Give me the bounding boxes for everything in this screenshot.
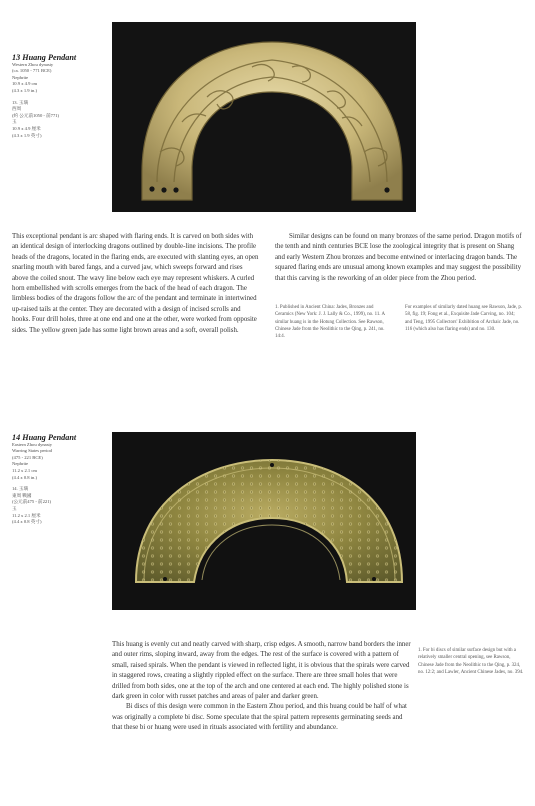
item1-zh-dynasty: 西周 xyxy=(12,106,22,112)
item2-dates: (475 - 221 BCE) xyxy=(12,454,43,460)
item2-caption xyxy=(12,435,112,526)
item2-size-in: (4.4 x 0.8 in.) xyxy=(12,474,38,480)
item2-photo xyxy=(112,432,416,610)
item2-zh-title: 14. 玉璜 xyxy=(12,486,29,492)
item2-dynasty: Eastern Zhou dynasty xyxy=(12,441,53,447)
item2-note xyxy=(418,647,526,676)
item2-zh-dates: (公元前475 - 前221) xyxy=(12,499,52,505)
item1-note-right-text: For examples of similarly dated huang see Rawson, Jade, p. 58, fig. 19; Fong et al., Exquisite Jade Carving, no. 104; and Teng, 1995 Collectors' Exhibition of Archaic Jade, no. 116 (which also has flaring ends) and no. 130. xyxy=(405,305,523,332)
item1-zh-title: 13. 玉璜 xyxy=(12,99,29,105)
item1-body-col1 xyxy=(12,232,259,336)
item1-dates: (ca. 1050 - 771 BCE) xyxy=(12,68,52,74)
item1-zh-material: 玉 xyxy=(12,119,17,125)
item1-size-cm: 10.9 x 4.9 cm xyxy=(12,81,38,87)
item2-paragraph-2: Bi discs of this design were common in the Eastern Zhou period, and this huang could be half of what was originally a complete bi disc. Some speculate that the spiral pattern represents germinating seeds and that these bi or huang were used in rituals associated with fertility and abundance. xyxy=(112,703,407,732)
item2-body xyxy=(112,640,412,734)
item2-zh-size-cm: 11.2 x 2.1 厘米 xyxy=(12,512,41,518)
item2-period: Warring States period xyxy=(12,448,52,454)
item2-note-text: 1. For bi discs of similar surface design but with a relatively smaller central opening, see Rawson, Chinese Jade from the Neolithic to the Qing, p. 324, no. 12:2; and Lawler, Ancient Chinese Jades, no. 394. xyxy=(418,648,524,675)
item2-zh-dynasty: 東周 戰國 xyxy=(12,492,32,498)
item1-size-in: (4.3 x 1.9 in.) xyxy=(12,87,38,93)
item2-title: 14 Huang Pendant xyxy=(12,433,77,442)
item2-zh-material: 玉 xyxy=(12,505,17,511)
item1-title: 13 Huang Pendant xyxy=(12,53,77,62)
dragon-huang-image xyxy=(112,22,416,212)
item2-paragraph-1: This huang is evenly cut and neatly carved with sharp, crisp edges. A smooth, narrow band borders the inner and outer rims, sloping inward, away from the edges. The rest of the surface is covered with a pattern of small, raised spirals. When the pendant is viewed in reflected light, it is obvious that the spirals were carved in staggered rows, creating a slightly rippled effect on the surface. There are three small holes that were drilled from both sides, one at the top of the arch and one centered at each end. The highly polished stone is dark green in color with russet patches and areas of paler and darker green. xyxy=(112,641,411,701)
item1-note-left xyxy=(275,304,393,340)
item1-note-right xyxy=(405,304,523,333)
item1-body-col2 xyxy=(275,232,522,284)
item1-dynasty: Western Zhou dynasty xyxy=(12,61,54,67)
item1-zh-dates: (約 公元前1050 - 前771) xyxy=(12,112,60,118)
item1-material: Nephrite xyxy=(12,74,29,80)
item2-size-cm: 11.2 x 2.1 cm xyxy=(12,467,37,473)
item1-zh-size-in: (4.3 x 1.9 英寸) xyxy=(12,132,42,138)
spiral-huang-image xyxy=(112,432,416,610)
item1-paragraph-1: This exceptional pendant is arc shaped with flaring ends. It is carved on both sides with an identical design of interlocking dragons outlined by double-line incisions. The profile heads of the dragons, located in the flaring ends, are executed with slanting eyes, an open snarling mouth with bared fangs, and a curved jaw, which sweeps forward and rises above the coiled snout. The wavy line below each eye may represent whiskers. A curled horn embellished with scrolls emerges from the back of the head of each dragon. The limbless bodies of the dragons follow the arc of the pendant and terminate in intertwined up-raised tails at the center. They are decorated with a design of incised scrolls and hooks. Four drill holes, three at one end and one at the other, were worked from opposite sides. The yellow green jade has some light brown areas and a soft, overall polish. xyxy=(12,233,259,334)
item1-note-left-text: 1. Published in Ancient China: Jades, Bronzes and Ceramics (New York: J. J. Lally & Co., 1999), no. 11. A similar huang is in the Hotung Collection. See Rawson, Chinese Jade from the Neolithic to the Qing, p. 241, no. 14:4. xyxy=(275,305,385,340)
item2-zh-size-in: (4.4 x 0.8 英寸) xyxy=(12,519,42,525)
item1-caption xyxy=(12,55,112,139)
item1-paragraph-2: Similar designs can be found on many bronzes of the same period. Dragon motifs of the tenth and ninth centuries BCE lose the zoological integrity that is present on Shang and early Western Zhou bronzes and become entwined or interlacing dragon bands. The squared flaring ends are unusual among known examples and may suggest the possibility that this carving is the reworking of an older piece from the Zhou period. xyxy=(275,233,522,282)
item2-material: Nephrite xyxy=(12,461,29,467)
item1-zh-size-cm: 10.9 x 4.9 厘米 xyxy=(12,125,41,131)
item1-photo xyxy=(112,22,416,212)
